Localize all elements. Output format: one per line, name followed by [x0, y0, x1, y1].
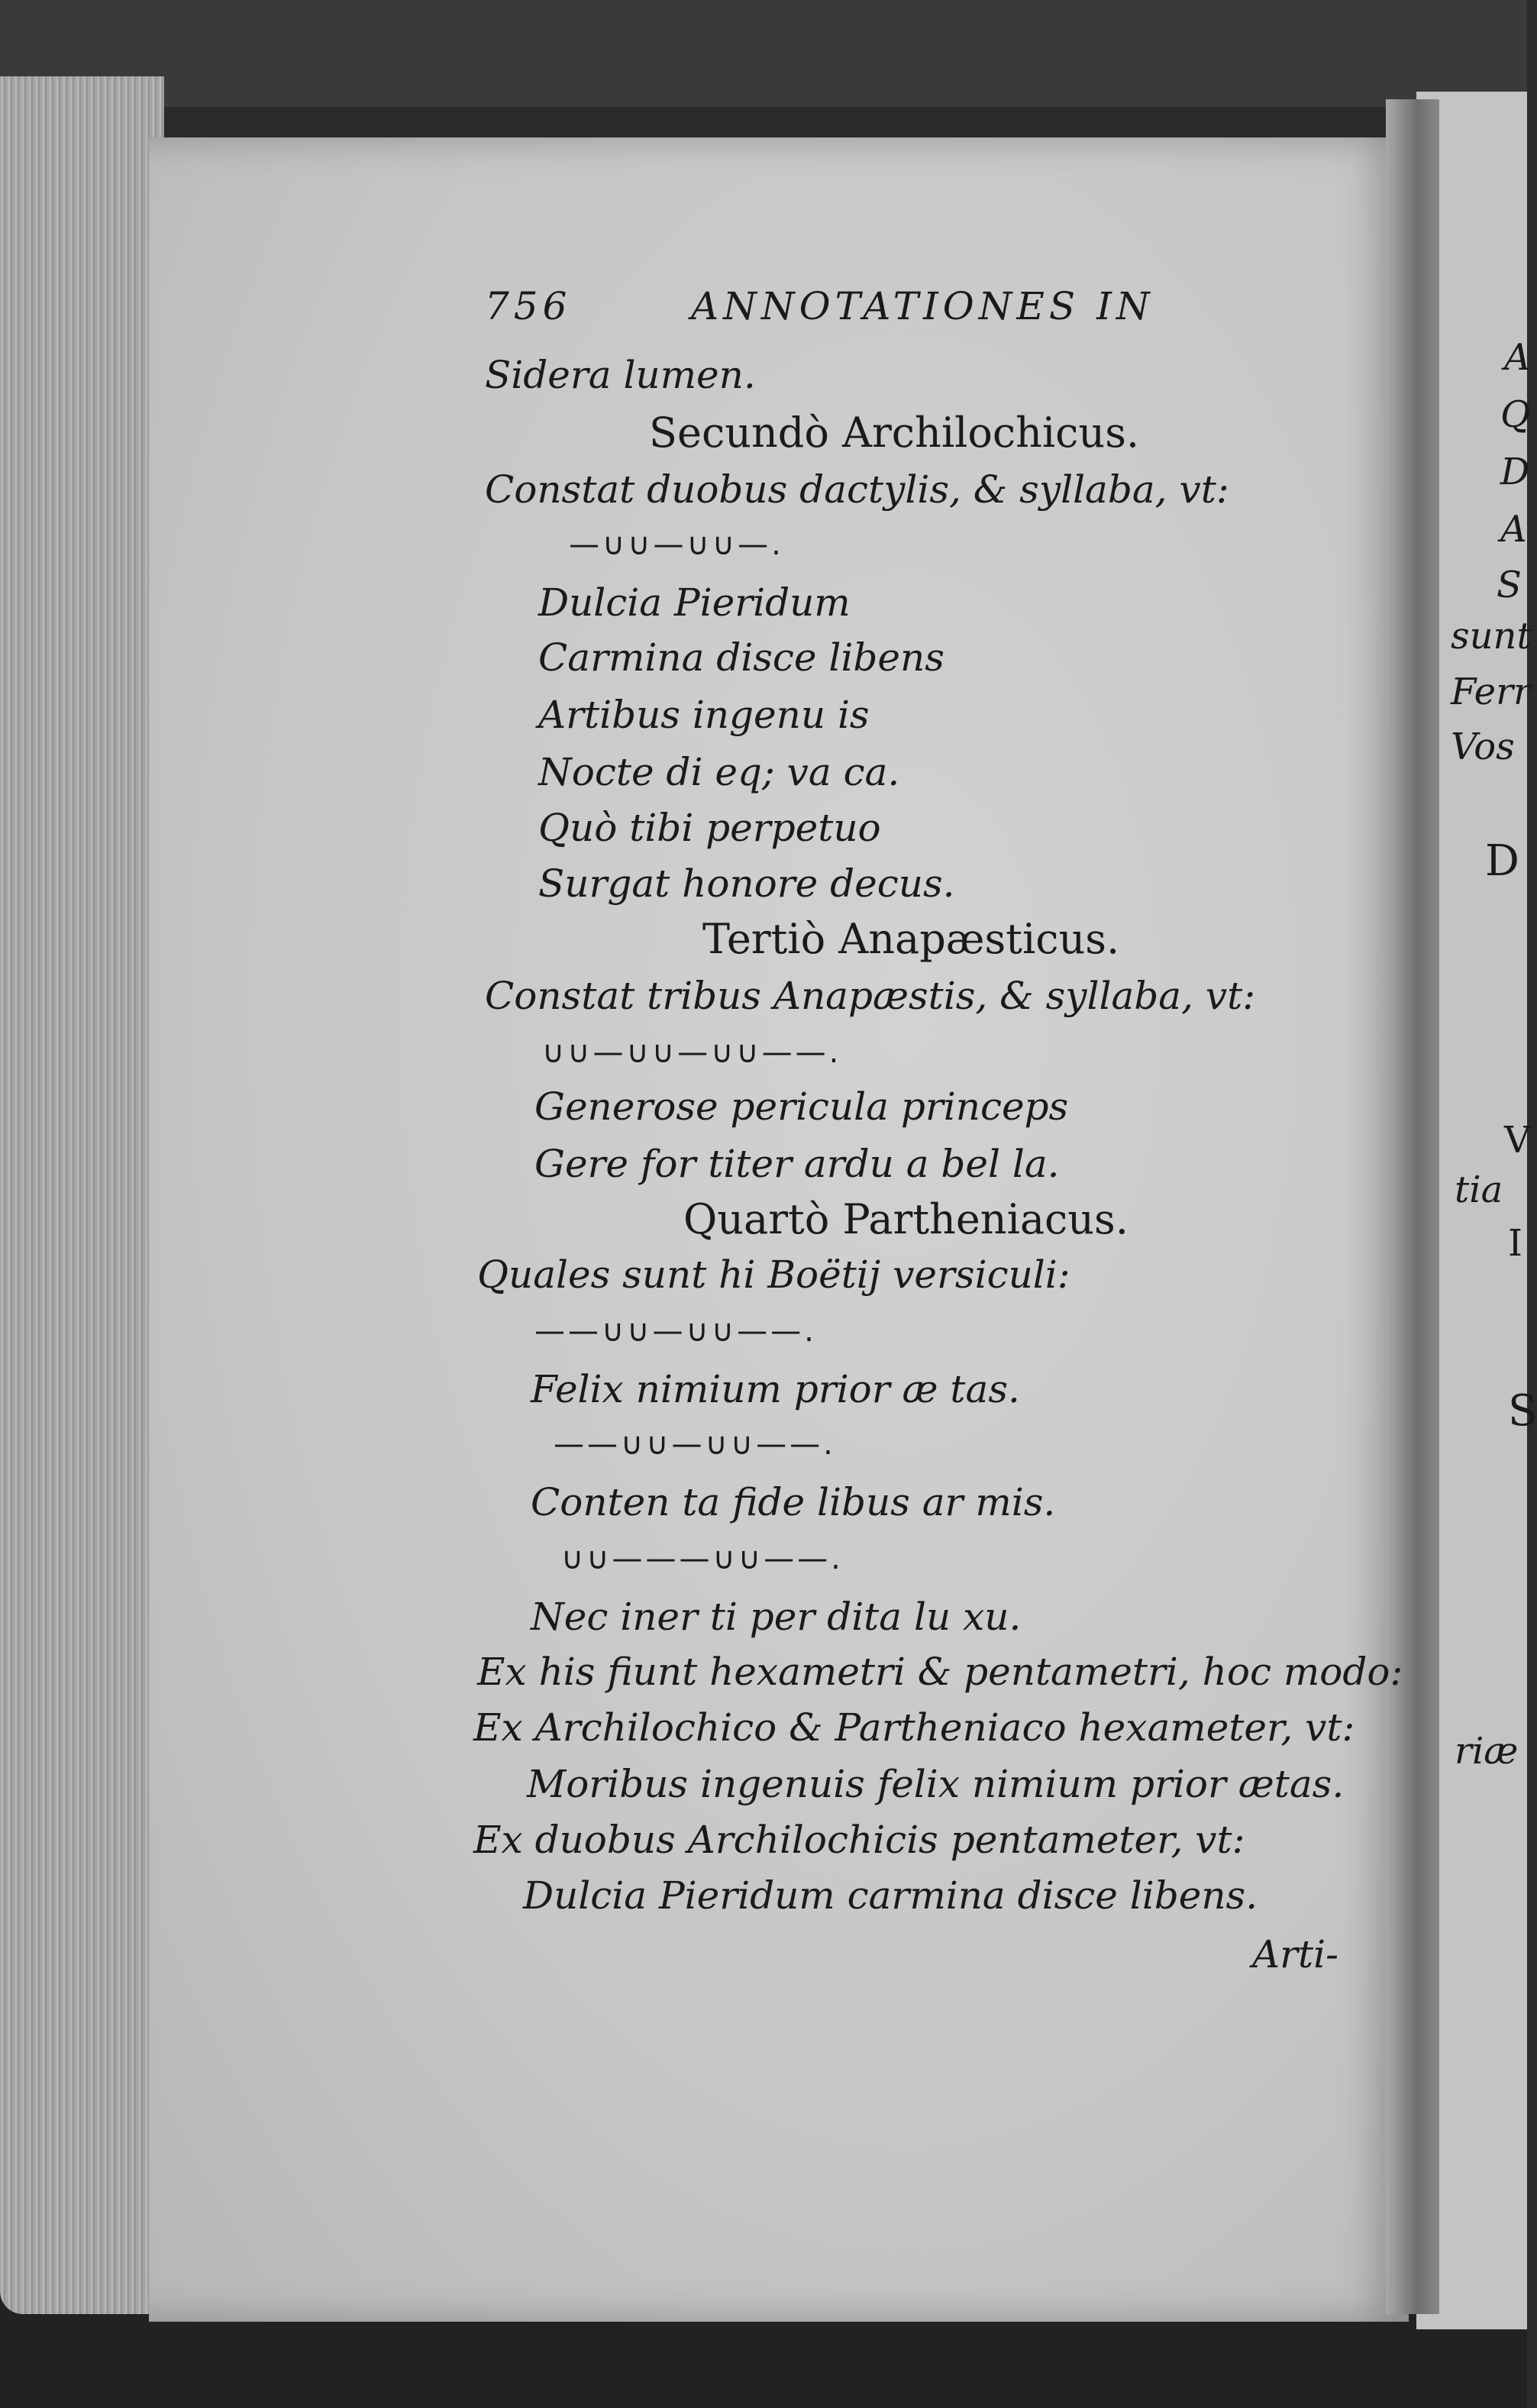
text-line: Quales sunt hi Boëtij versiculi:	[477, 1252, 1070, 1297]
facing-page-fragment: Vos	[1451, 726, 1515, 768]
verse-line: Dulcia Pieridum carmina disce libens.	[523, 1873, 1258, 1918]
verse-line: Dulcia Pieridum	[538, 580, 851, 625]
facing-page-fragment: D	[1485, 836, 1519, 886]
verse-line: Quò tibi perpetuo	[538, 806, 881, 850]
section-heading: Quartò Partheniacus.	[683, 1195, 1129, 1243]
facing-page-fragment: D	[1500, 451, 1530, 493]
facing-page-fragment: S	[1508, 1386, 1537, 1436]
text-line: Constat tribus Anapæstis, & syllaba, vt:	[485, 974, 1256, 1018]
verse-line: Felix nimium prior æ tas.	[531, 1367, 1020, 1411]
text-line: Sidera lumen.	[485, 353, 756, 397]
metrical-scheme: ∪∪———∪∪——.	[561, 1541, 844, 1576]
metrical-scheme: ——∪∪—∪∪——.	[554, 1427, 836, 1462]
background-top	[0, 0, 1527, 107]
verse-line: Conten ta fide libus ar mis.	[531, 1480, 1056, 1524]
verse-line: Surgat honore decus.	[538, 861, 955, 906]
page-edges	[0, 76, 164, 2314]
metrical-scheme: —∪∪—∪∪—.	[569, 527, 784, 562]
facing-page-fragment: S	[1497, 564, 1522, 606]
verse-line: Moribus ingenuis felix nimium prior ætas.	[527, 1762, 1345, 1806]
metrical-scheme: ——∪∪—∪∪——.	[534, 1314, 817, 1349]
verse-line: Nocte di eq; va ca.	[538, 750, 900, 794]
section-heading: Tertiò Anapæsticus.	[702, 915, 1120, 963]
facing-page-fragment: I	[1508, 1222, 1522, 1265]
verse-line: Carmina disce libens	[538, 635, 944, 680]
facing-page-fragment: V	[1504, 1119, 1531, 1162]
facing-page-fragment: Ferr	[1451, 671, 1531, 713]
facing-page-fragment: tia	[1455, 1168, 1503, 1211]
facing-page-fragment: Q	[1500, 393, 1531, 436]
running-head: ANNOTATIONES IN	[691, 284, 1154, 328]
metrical-scheme: ∪∪—∪∪—∪∪——.	[542, 1035, 842, 1070]
facing-page-fragment: A	[1500, 508, 1527, 551]
text-line: Ex his fiunt hexametri & pentametri, hoc modo:	[477, 1650, 1403, 1694]
verse-line: Gere for titer ardu a bel la.	[534, 1142, 1060, 1186]
page-number: 756	[485, 284, 572, 328]
text-line: Constat duobus dactylis, & syllaba, vt:	[485, 467, 1229, 512]
verse-line: Nec iner ti per dita lu xu.	[531, 1595, 1022, 1639]
verse-line: Generose pericula princeps	[534, 1084, 1069, 1129]
facing-page-fragment: riæ	[1455, 1730, 1519, 1773]
section-heading: Secundò Archilochicus.	[649, 409, 1140, 457]
text-line: Ex Archilochico & Partheniaco hexameter, vt:	[473, 1705, 1355, 1750]
text-line: Ex duobus Archilochicis pentameter, vt:	[473, 1818, 1245, 1862]
facing-page-fragment: A	[1504, 336, 1531, 379]
verse-line: Artibus ingenu is	[538, 693, 870, 737]
facing-page-fragment: sunt	[1451, 615, 1532, 658]
catchword: Arti-	[1252, 1932, 1338, 1976]
book-gutter	[1386, 99, 1439, 2314]
